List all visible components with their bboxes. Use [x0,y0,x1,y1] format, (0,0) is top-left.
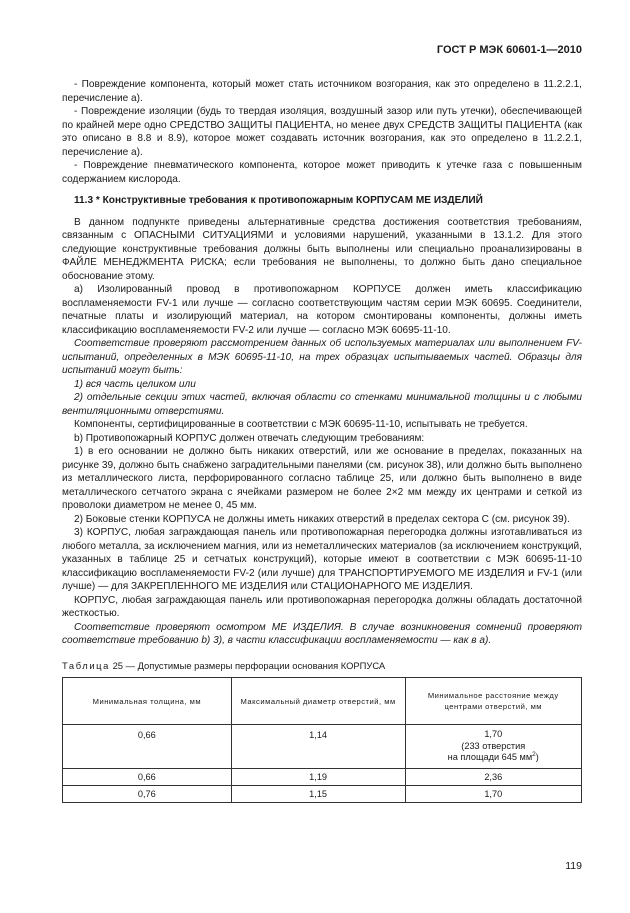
cell-diameter: 1,15 [231,785,405,802]
paragraph: В данном подпункте приведены альтернативные средства достижения соответствия требованиям, связанным с ОПАСНЫМИ СИТУАЦИЯМИ и условиями нарушений, указанными в 13.1.2. Для этого следующие конструктивные требования должны быть выполнены или специально проанализированы в ФАЙЛЕ МЕНЕДЖМЕНТА РИСКА; если требования не выполнены, то должно быть дано специальное обоснование этому. [62,216,582,282]
table-caption-label: Таблица [62,659,110,671]
cell-diameter: 1,14 [231,725,405,769]
paragraph: - Повреждение компонента, который может стать источником возгорания, как это определено в 11.2.2.1, перечисление a). [62,79,582,104]
cell-diameter: 1,19 [231,768,405,785]
page-content [62,78,582,803]
column-header-thickness: Минимальная толщина, мм [63,678,232,725]
cell-thickness: 0,66 [63,725,232,769]
cell-thickness: 0,66 [63,768,232,785]
table-row [63,768,582,785]
list-item: 1) вся часть целиком или [74,378,196,390]
paragraph: - Повреждение изоляции (будь то твердая изоляция, воздушный зазор или путь утечки), обеспечивающей по крайней мере одно СРЕДСТВО ЗАЩИТЫ ПАЦИЕНТА, но менее двух СРЕДСТВ ЗАЩИТЫ ПАЦИЕНТА (как это описано в 8.8 и 8.9), которое может создавать источник возгорания, как это определено в 11.2.2.1, перечисление а). [62,106,582,158]
table-header-row [63,678,582,725]
cell-spacing: 1,70 [405,785,581,802]
table-caption-text: 25 — Допустимые размеры перфорации основания КОРПУСА [112,659,386,671]
table-row [63,725,582,769]
cell-spacing-tail: ) [535,752,539,762]
cell-spacing: 2,36 [405,768,581,785]
list-item: 2) отдельные секции этих частей, включая области со стенками минимальной толщины и с любыми вентиляционными отверстиями. [62,392,582,417]
paragraph: b) Противопожарный КОРПУС должен отвечать следующим требованиям: [74,432,425,444]
list-item: 2) Боковые стенки КОРПУСА не должны иметь никаких отверстий в пределах сектора С (см. рисунок 39). [74,513,570,525]
compliance-paragraph: Соответствие проверяют осмотром МЕ ИЗДЕЛИЯ. В случае возникновения сомнений проверяют соответствие требованию b) 3), в части классификации воспламеняемости — как в a). [62,621,582,646]
paragraph: Компоненты, сертифицированные в соответствии с МЭК 60695-11-10, испытывать не требуется. [74,419,528,430]
table-row [63,785,582,802]
page-number: 119 [565,860,582,872]
cell-thickness: 0,76 [63,785,232,802]
column-header-spacing: Минимальное расстояние между центрами отверстий, мм [405,678,581,725]
list-item: 3) КОРПУС, любая заграждающая панель или противопожарная перегородка должны изготавливаться из любого металла, за исключением магния, или из неметаллических материалов (за исключением конструкций, указанных в таблице 25 и сетчатых конструкций), которые имеют в соответствии с МЭК 60695-11-10 классификацию воспламеняемости FV-2 (или лучше) для ТРАНСПОРТИРУЕМОГО МЕ ИЗДЕЛИЯ и FV-1 (или лучше) — для ЗАКРЕПЛЕННОГО МЕ ИЗДЕЛИЯ или СТАЦИОНАРНОГО МЕ ИЗДЕЛИЯ. [62,527,582,592]
superscript: 2 [532,750,536,758]
table-caption [62,659,582,673]
paragraph: a) Изолированный провод в противопожарном КОРПУСЕ должен иметь классификацию воспламеняемости FV-1 или лучше — согласно соответствующим частям серии МЭК 60695. Соединители, печатные платы и изолирующий материал, на котором смонтированы компоненты, должны иметь классификацию воспламеняемости FV-2 или лучше — согласно МЭК 60695-11-10. [62,284,582,336]
cell-spacing [405,725,581,769]
perforation-table [62,677,582,803]
section-heading: 11.3 * Конструктивные требования к противопожарным КОРПУСАМ МЕ ИЗДЕЛИЙ [74,195,483,206]
paragraph: - Повреждение пневматического компонента, которое может приводить к утечке газа с повышенным содержанием кислорода. [62,160,582,185]
list-item: 1) в его основании не должно быть никаких отверстий, или же основание в пределах, показанных на рисунке 39, должно быть снабжено заградительными панелями (см. рисунок 38), или должно быть выполнено из металлического листа, перфорированного согласно таблице 25, или должно быть выполнено в виде металлического сетчатого экрана с ячейками размером не более 2×2 мм между их центрами и сеткой из проволоки диаметром не менее 0, 45 мм. [62,446,582,511]
cell-spacing-line: на площади 645 мм [447,752,533,762]
compliance-paragraph: Соответствие проверяют рассмотрением данных об используемых материалах или выполнением FV-испытаний, определенных в МЭК 60695-11-10, на трех образцах испытываемых частей. Образцы для испытаний могут быть: [62,338,582,376]
cell-spacing-line: (233 отверстия [461,740,526,751]
column-header-diameter: Максимальный диаметр отверстий, мм [231,678,405,725]
document-header: ГОСТ Р МЭК 60601-1—2010 [436,44,582,56]
cell-spacing-line: 1,70 [484,729,503,739]
paragraph: КОРПУС, любая заграждающая панель или противопожарная перегородка должны обладать достаточной жесткостью. [62,594,582,619]
